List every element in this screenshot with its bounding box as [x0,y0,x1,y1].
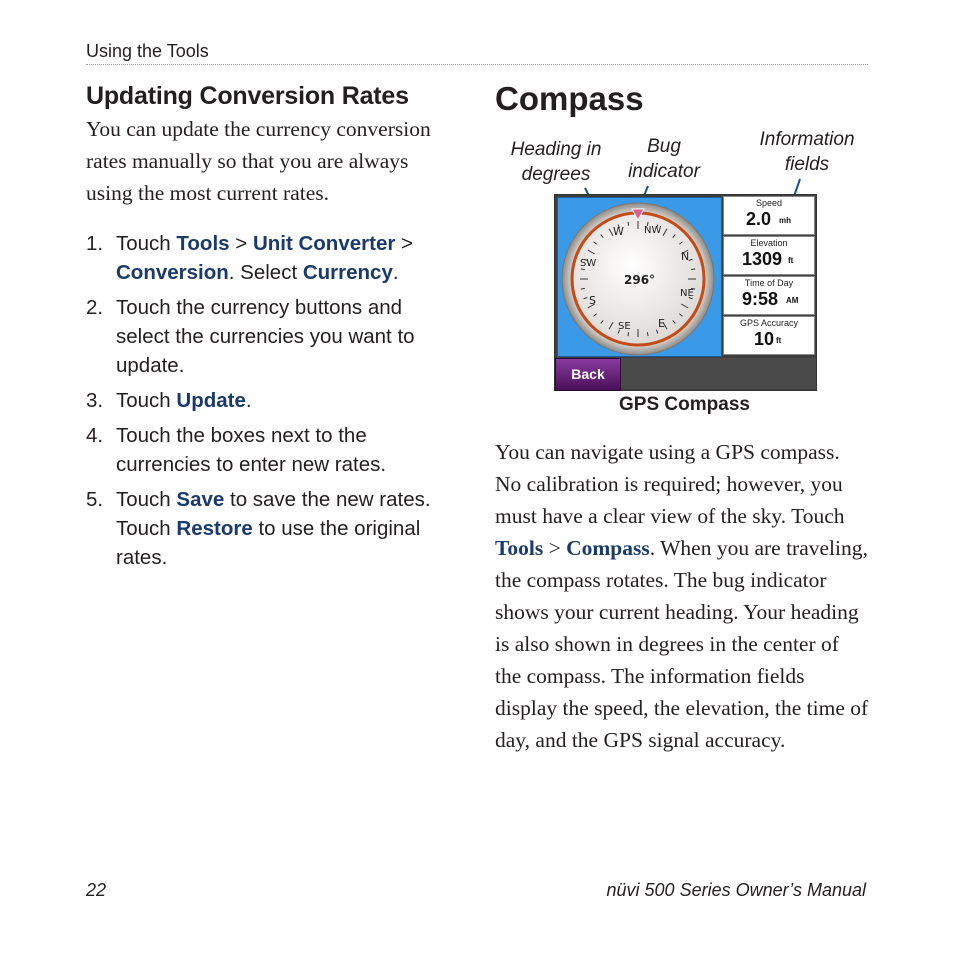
heading-degrees-readout: 296° [624,273,656,287]
figure-caption: GPS Compass [619,394,750,415]
info-field-label: Elevation [750,238,788,248]
info-field-label: Speed [755,198,783,208]
info-field-unit: ft [788,256,794,265]
compass-tick [581,269,585,270]
text-run: Touch the currency buttons and select the currencies you want to update. [116,296,415,377]
text-run: to use the original rates. [116,517,421,569]
step-number: 4. [86,424,104,447]
callout-bug-indicator: Bug indicator [628,136,700,182]
compass-tick [628,332,629,336]
back-button[interactable]: Back [555,358,621,391]
text-run: Touch the boxes next to the currencies to enter new rates. [116,424,387,476]
text-run: You can navigate using a GPS compass. No calibration is required; however, you must have a clear view of the sky. Touch [495,440,845,528]
compass-label-nw: NW [644,225,662,236]
info-field-value: 2.0 [746,209,772,229]
page-number: 22 [86,880,107,900]
info-field-value: 1309 [742,249,783,269]
manual-title: nüvi 500 Series Owner’s Manual [606,880,866,900]
compass-label-sw: SW [580,258,597,269]
text-run: Touch [116,232,177,255]
compass-label-se: SE [618,321,631,332]
compass-label-s: S [589,294,596,307]
bottom-toolbar [621,358,816,389]
info-field-unit: ft [776,336,782,345]
text-run: > [395,232,413,255]
info-field-unit: AM [786,296,799,305]
compass-tick [628,222,629,226]
compass-body-text [495,436,870,756]
callout-heading-in-degrees: Heading in degrees [510,139,602,185]
step-number: 3. [86,389,104,412]
section-heading-compass: Compass [495,80,644,117]
ui-keyword: Tools [495,536,544,560]
ui-keyword: Restore [176,517,253,540]
info-field-elevation[interactable] [723,236,815,275]
running-header: Using the Tools [86,41,209,61]
gps-compass-screenshot [554,194,817,391]
step-number: 5. [86,488,104,511]
info-field-gps-accuracy[interactable] [723,316,815,355]
ui-keyword: Unit Converter [252,232,396,255]
info-field-speed[interactable] [723,196,815,235]
compass-label-ne: NE [680,288,694,299]
info-field-unit: mh [779,216,791,225]
compass-tick [581,288,585,289]
section-heading-conversion-rates: Updating Conversion Rates [86,82,409,110]
info-field-value: 9:58 [742,289,779,309]
compass-dial [558,198,721,356]
callout-information-fields: Information fields [759,129,855,175]
info-field-value: 10 [754,329,775,349]
text-run: > [543,536,567,560]
info-field-label: GPS Accuracy [739,318,799,328]
text-run: . When you are traveling, the compass rotates. The bug indicator shows your current heading. Your heading is also shown in degrees in the center of the compass. The information fields display the speed, the elevation, the time of day, and the GPS signal accuracy. [495,536,869,752]
text-run: . [245,389,252,412]
text-run: . [392,261,399,284]
compass-tick [691,269,695,270]
text-run: Touch [116,389,177,412]
ui-keyword: Tools [176,232,230,255]
compass-panel [557,197,722,357]
compass-label-n: N [681,250,690,263]
info-field-label: Time of Day [744,278,794,288]
step-number: 2. [86,296,104,319]
ui-keyword: Conversion [116,261,229,284]
text-run: > [229,232,253,255]
ui-keyword: Compass [566,536,650,560]
text-run: . Select [228,261,303,284]
compass-tick [647,332,648,336]
ui-keyword: Save [176,488,225,511]
ui-keyword: Update [176,389,246,412]
compass-label-w: W [613,225,624,238]
conversion-rates-intro: You can update the currency conversion rates manually so that you are always using the most current rates. [86,117,431,205]
compass-label-e: E [658,317,665,330]
step-number: 1. [86,232,104,255]
text-run: Touch [116,488,177,511]
text-run: to save the new rates. Touch [116,488,431,540]
info-field-time-of-day[interactable] [723,276,815,315]
ui-keyword: Currency [302,261,393,284]
